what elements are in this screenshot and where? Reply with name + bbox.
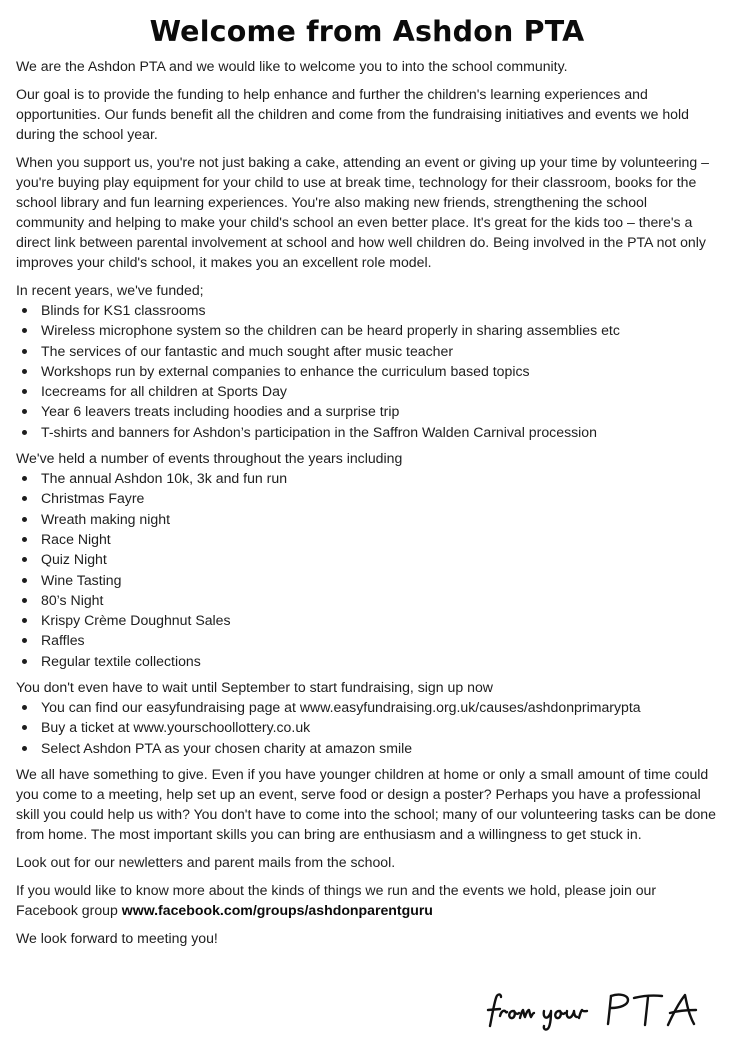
list-item: Raffles: [16, 630, 718, 650]
facebook-group-link[interactable]: www.facebook.com/groups/ashdonparentguru: [121, 901, 433, 918]
facebook-text: If you would like to know more about the kinds of things we run and the events we hold, please join our Facebook group: [16, 881, 657, 918]
list-item: Quiz Night: [16, 549, 718, 569]
funded-list: [16, 300, 718, 442]
events-lead: We've held a number of events throughout the years including: [16, 450, 403, 467]
list-item: Blinds for KS1 classrooms: [16, 300, 718, 320]
signup-list: [16, 697, 718, 758]
support-paragraph: When you support us, you're not just baking a cake, attending an event or giving up your time by volunteering – you're buying play equipment for your child to use at break time, technology for their classroom, books for the school library and fun learning experiences. You're also making new friends, strengthening the school community and helping to make your child's school an even better place. It's great for the kids too – there's a direct link between parental involvement at school and how well children do. Being involved in the PTA not only improves your child's school, it makes you an excellent role model.: [16, 154, 709, 270]
goal-paragraph: Our goal is to provide the funding to help enhance and further the children's learning experiences and opportunities. Our funds benefit all the children and come from the fundraising initiatives and events we hold during the school year.: [16, 86, 689, 142]
list-item: Wine Tasting: [16, 570, 718, 590]
list-item: Wireless microphone system so the children can be heard properly in sharing assemblies etc: [16, 320, 718, 340]
list-item: Christmas Fayre: [16, 488, 718, 508]
list-item: Buy a ticket at www.yourschoollottery.co.uk: [16, 717, 718, 737]
list-item: Select Ashdon PTA as your chosen charity at amazon smile: [16, 738, 718, 758]
list-item: Wreath making night: [16, 509, 718, 529]
give-paragraph: We all have something to give. Even if you have younger children at home or only a small amount of time could you come to a meeting, help set up an event, serve food or design a poster? Perhaps you have a professional skill you could help us with? You don't have to come into the school; many of our volunteering tasks can be done from home. The most important skills you can bring are enthusiasm and a willingness to get stuck in.: [16, 765, 716, 842]
list-item: The annual Ashdon 10k, 3k and fun run: [16, 468, 718, 488]
list-item: Race Night: [16, 529, 718, 549]
list-item: Year 6 leavers treats including hoodies and a surprise trip: [16, 401, 718, 421]
signup-lead: You don't even have to wait until September to start fundraising, sign up now: [16, 679, 493, 696]
closing-paragraph: We look forward to meeting you!: [16, 929, 218, 946]
events-list: [16, 468, 718, 671]
list-item: Icecreams for all children at Sports Day: [16, 381, 718, 401]
intro-paragraph: We are the Ashdon PTA and we would like to welcome you to into the school community.: [16, 58, 568, 74]
list-item: T-shirts and banners for Ashdon’s participation in the Saffron Walden Carnival procession: [16, 422, 718, 442]
newsletters-paragraph: Look out for our newletters and parent mails from the school.: [16, 853, 396, 870]
list-item: Krispy Crème Doughnut Sales: [16, 610, 718, 630]
list-item: Workshops run by external companies to enhance the curriculum based topics: [16, 361, 718, 381]
signature: [482, 986, 710, 1034]
list-item: You can find our easyfundraising page at www.easyfundraising.org.uk/causes/ashdonprimarypta: [16, 697, 718, 717]
funded-lead: In recent years, we've funded;: [16, 282, 204, 298]
facebook-paragraph: [16, 880, 718, 920]
page-title: Welcome from Ashdon PTA: [149, 15, 585, 48]
signature-handwriting: [482, 986, 710, 1034]
list-item: The services of our fantastic and much sought after music teacher: [16, 341, 718, 361]
list-item: 80’s Night: [16, 590, 718, 610]
list-item: Regular textile collections: [16, 651, 718, 671]
